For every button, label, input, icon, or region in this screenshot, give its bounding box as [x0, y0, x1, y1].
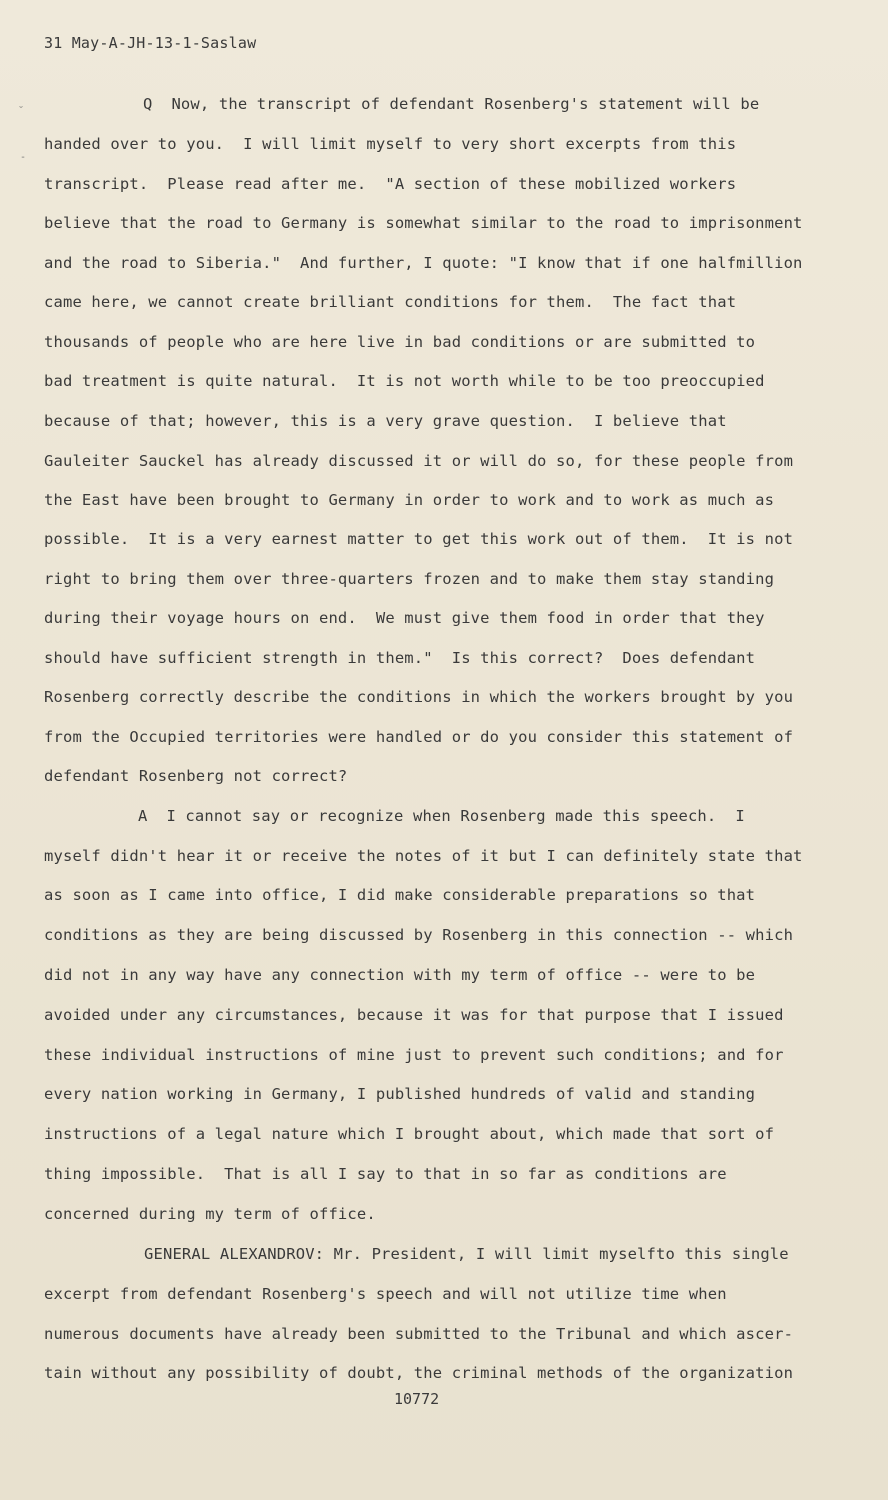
text-line: as soon as I came into office, I did make considerable preparations so that	[44, 886, 756, 904]
text-line: should have sufficient strength in them." Is this correct? Does defendant	[44, 649, 756, 667]
text-line: numerous documents have already been submitted to the Tribunal and which ascer-	[44, 1325, 794, 1343]
text-line: Rosenberg correctly describe the conditions in which the workers brought by you	[44, 688, 794, 706]
text-line: handed over to you. I will limit myself to very short excerpts from this	[44, 135, 737, 153]
document-header: 31 May-A-JH-13-1-Saslaw	[44, 34, 257, 52]
margin-mark: -	[20, 152, 27, 163]
text-line: tain without any possibility of doubt, the criminal methods of the organization	[44, 1364, 794, 1382]
text-line: bad treatment is quite natural. It is not worth while to be too preoccupied	[44, 372, 765, 390]
text-line: believe that the road to Germany is somewhat similar to the road to imprisonment	[44, 214, 803, 232]
text-line: defendant Rosenberg not correct?	[44, 767, 348, 785]
text-line: conditions as they are being discussed by Rosenberg in this connection -- which	[44, 926, 794, 944]
text-line: instructions of a legal nature which I brought about, which made that sort of	[44, 1125, 775, 1143]
text-line: these individual instructions of mine just to prevent such conditions; and for	[44, 1046, 784, 1064]
text-line: came here, we cannot create brilliant conditions for them. The fact that	[44, 293, 737, 311]
text-line: thousands of people who are here live in bad conditions or are submitted to	[44, 333, 756, 351]
text-line: excerpt from defendant Rosenberg's speech and will not utilize time when	[44, 1285, 727, 1303]
text-line: concerned during my term of office.	[44, 1205, 376, 1223]
page-number: 10772	[394, 1390, 440, 1408]
text-line: myself didn't hear it or receive the notes of it but I can definitely state that	[44, 847, 803, 865]
text-line: right to bring them over three-quarters frozen and to make them stay standing	[44, 570, 775, 588]
text-line: did not in any way have any connection with my term of office -- were to be	[44, 966, 756, 984]
margin-mark: ˘	[18, 106, 25, 117]
text-line: every nation working in Germany, I published hundreds of valid and standing	[44, 1085, 756, 1103]
text-line: during their voyage hours on end. We must give them food in order that they	[44, 609, 765, 627]
text-line: GENERAL ALEXANDROV: Mr. President, I will limit myselfto this single	[144, 1245, 789, 1263]
text-line: the East have been brought to Germany in order to work and to work as much as	[44, 491, 775, 509]
text-line: possible. It is a very earnest matter to get this work out of them. It is not	[44, 530, 794, 548]
text-line: from the Occupied territories were handled or do you consider this statement of	[44, 728, 794, 746]
text-line: and the road to Siberia." And further, I quote: "I know that if one halfmillion	[44, 254, 803, 272]
text-line: Gauleiter Sauckel has already discussed it or will do so, for these people from	[44, 452, 794, 470]
text-line: avoided under any circumstances, because it was for that purpose that I issued	[44, 1006, 784, 1024]
text-line: Q Now, the transcript of defendant Rosenberg's statement will be	[143, 95, 760, 113]
text-line: thing impossible. That is all I say to that in so far as conditions are	[44, 1165, 727, 1183]
text-line: because of that; however, this is a very grave question. I believe that	[44, 412, 727, 430]
text-line: A I cannot say or recognize when Rosenberg made this speech. I	[138, 807, 745, 825]
text-line: transcript. Please read after me. "A section of these mobilized workers	[44, 175, 737, 193]
